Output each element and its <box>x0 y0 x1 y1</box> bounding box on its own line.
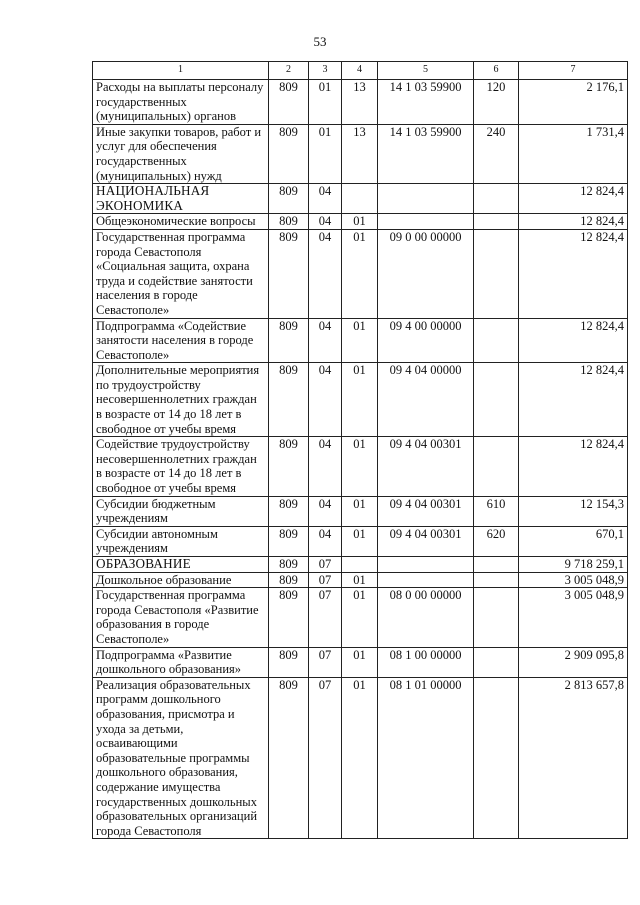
cell-amount: 3 005 048,9 <box>519 588 628 647</box>
cell-section: 07 <box>309 647 342 677</box>
cell-expense-type <box>474 677 519 839</box>
cell-grbs: 809 <box>269 80 309 125</box>
cell-target-article: 08 1 00 00000 <box>378 647 474 677</box>
cell-amount: 9 718 259,1 <box>519 557 628 573</box>
cell-section: 04 <box>309 214 342 230</box>
cell-name: ОБРАЗОВАНИЕ <box>93 557 269 573</box>
cell-grbs: 809 <box>269 229 309 318</box>
cell-section: 04 <box>309 318 342 363</box>
cell-name: Субсидии бюджетным учреждениям <box>93 496 269 526</box>
budget-table <box>92 61 628 839</box>
cell-name: Дополнительные мероприятия по трудоустройству несовершеннолетних граждан в возрасте от 14 до 18 лет в свободное от учебы время <box>93 363 269 437</box>
cell-subsection: 01 <box>342 318 378 363</box>
cell-target-article: 14 1 03 59900 <box>378 80 474 125</box>
cell-subsection: 01 <box>342 588 378 647</box>
table-row <box>93 124 628 183</box>
cell-expense-type <box>474 647 519 677</box>
cell-name: НАЦИОНАЛЬНАЯ ЭКОНОМИКА <box>93 184 269 214</box>
cell-section: 04 <box>309 496 342 526</box>
cell-section: 07 <box>309 677 342 839</box>
page-number: 53 <box>313 34 327 49</box>
cell-expense-type <box>474 318 519 363</box>
cell-target-article <box>378 557 474 573</box>
cell-subsection: 01 <box>342 363 378 437</box>
cell-name: Подпрограмма «Развитие дошкольного образования» <box>93 647 269 677</box>
cell-grbs: 809 <box>269 318 309 363</box>
cell-expense-type: 120 <box>474 80 519 125</box>
cell-expense-type <box>474 437 519 496</box>
table-row <box>93 677 628 839</box>
cell-section: 04 <box>309 184 342 214</box>
cell-amount: 12 824,4 <box>519 318 628 363</box>
cell-name: Дошкольное образование <box>93 572 269 588</box>
cell-subsection: 01 <box>342 437 378 496</box>
cell-amount: 12 154,3 <box>519 496 628 526</box>
cell-expense-type <box>474 229 519 318</box>
cell-amount: 3 005 048,9 <box>519 572 628 588</box>
column-header: 6 <box>474 62 519 80</box>
cell-name: Государственная программа города Севастополя «Социальная защита, охрана труда и содействие занятости населения в городе Севастополе» <box>93 229 269 318</box>
table-row <box>93 557 628 573</box>
cell-target-article: 09 4 04 00301 <box>378 437 474 496</box>
cell-amount: 12 824,4 <box>519 229 628 318</box>
table-header-row <box>93 62 628 80</box>
cell-grbs: 809 <box>269 677 309 839</box>
table-row <box>93 588 628 647</box>
cell-expense-type: 240 <box>474 124 519 183</box>
cell-grbs: 809 <box>269 363 309 437</box>
cell-expense-type <box>474 214 519 230</box>
cell-subsection: 01 <box>342 214 378 230</box>
cell-expense-type: 610 <box>474 496 519 526</box>
column-header: 3 <box>309 62 342 80</box>
cell-grbs: 809 <box>269 184 309 214</box>
column-header: 1 <box>93 62 269 80</box>
table-row <box>93 496 628 526</box>
cell-subsection: 01 <box>342 526 378 556</box>
cell-amount: 12 824,4 <box>519 184 628 214</box>
cell-name: Общеэкономические вопросы <box>93 214 269 230</box>
cell-grbs: 809 <box>269 572 309 588</box>
column-header: 4 <box>342 62 378 80</box>
cell-expense-type <box>474 588 519 647</box>
table-row <box>93 647 628 677</box>
cell-subsection: 13 <box>342 80 378 125</box>
table-row <box>93 318 628 363</box>
column-header: 2 <box>269 62 309 80</box>
cell-target-article: 09 0 00 00000 <box>378 229 474 318</box>
cell-name: Государственная программа города Севастополя «Развитие образования в городе Севастополе» <box>93 588 269 647</box>
cell-expense-type <box>474 557 519 573</box>
table-body <box>93 80 628 839</box>
cell-section: 07 <box>309 557 342 573</box>
table-row <box>93 437 628 496</box>
cell-section: 07 <box>309 572 342 588</box>
cell-subsection: 01 <box>342 572 378 588</box>
cell-name: Реализация образовательных программ дошкольного образования, присмотра и ухода за детьми, осваивающими образовательные программы дошкольного образования, содержание имущества государственных дошкольных образовательных организаций города Севастополя <box>93 677 269 839</box>
table-row <box>93 184 628 214</box>
cell-grbs: 809 <box>269 124 309 183</box>
cell-target-article <box>378 214 474 230</box>
cell-target-article: 09 4 04 00000 <box>378 363 474 437</box>
column-header: 7 <box>519 62 628 80</box>
cell-name: Содействие трудоустройству несовершеннолетних граждан в возрасте от 14 до 18 лет в свободное от учебы время <box>93 437 269 496</box>
cell-name: Расходы на выплаты персоналу государственных (муниципальных) органов <box>93 80 269 125</box>
cell-target-article <box>378 184 474 214</box>
cell-amount: 12 824,4 <box>519 363 628 437</box>
cell-target-article: 09 4 04 00301 <box>378 496 474 526</box>
table-row <box>93 363 628 437</box>
cell-subsection <box>342 557 378 573</box>
cell-section: 07 <box>309 588 342 647</box>
cell-section: 04 <box>309 437 342 496</box>
cell-amount: 2 909 095,8 <box>519 647 628 677</box>
cell-section: 04 <box>309 363 342 437</box>
cell-amount: 1 731,4 <box>519 124 628 183</box>
cell-amount: 12 824,4 <box>519 437 628 496</box>
cell-expense-type <box>474 184 519 214</box>
cell-target-article: 08 0 00 00000 <box>378 588 474 647</box>
table-row <box>93 526 628 556</box>
cell-name: Иные закупки товаров, работ и услуг для обеспечения государственных (муниципальных) нужд <box>93 124 269 183</box>
cell-grbs: 809 <box>269 526 309 556</box>
cell-amount: 2 813 657,8 <box>519 677 628 839</box>
cell-section: 01 <box>309 124 342 183</box>
cell-section: 01 <box>309 80 342 125</box>
cell-subsection: 13 <box>342 124 378 183</box>
cell-name: Субсидии автономным учреждениям <box>93 526 269 556</box>
cell-grbs: 809 <box>269 647 309 677</box>
cell-grbs: 809 <box>269 588 309 647</box>
cell-expense-type: 620 <box>474 526 519 556</box>
cell-amount: 12 824,4 <box>519 214 628 230</box>
cell-expense-type <box>474 572 519 588</box>
cell-target-article: 14 1 03 59900 <box>378 124 474 183</box>
cell-subsection: 01 <box>342 677 378 839</box>
cell-target-article: 09 4 00 00000 <box>378 318 474 363</box>
table-row <box>93 80 628 125</box>
cell-grbs: 809 <box>269 437 309 496</box>
cell-grbs: 809 <box>269 214 309 230</box>
cell-name: Подпрограмма «Содействие занятости населения в городе Севастополе» <box>93 318 269 363</box>
cell-section: 04 <box>309 526 342 556</box>
cell-grbs: 809 <box>269 557 309 573</box>
cell-target-article <box>378 572 474 588</box>
column-header: 5 <box>378 62 474 80</box>
cell-expense-type <box>474 363 519 437</box>
cell-subsection: 01 <box>342 229 378 318</box>
cell-subsection <box>342 184 378 214</box>
cell-target-article: 08 1 01 00000 <box>378 677 474 839</box>
cell-amount: 2 176,1 <box>519 80 628 125</box>
cell-grbs: 809 <box>269 496 309 526</box>
table-row <box>93 572 628 588</box>
cell-amount: 670,1 <box>519 526 628 556</box>
table-row <box>93 229 628 318</box>
cell-target-article: 09 4 04 00301 <box>378 526 474 556</box>
cell-subsection: 01 <box>342 647 378 677</box>
cell-section: 04 <box>309 229 342 318</box>
table-row <box>93 214 628 230</box>
cell-subsection: 01 <box>342 496 378 526</box>
